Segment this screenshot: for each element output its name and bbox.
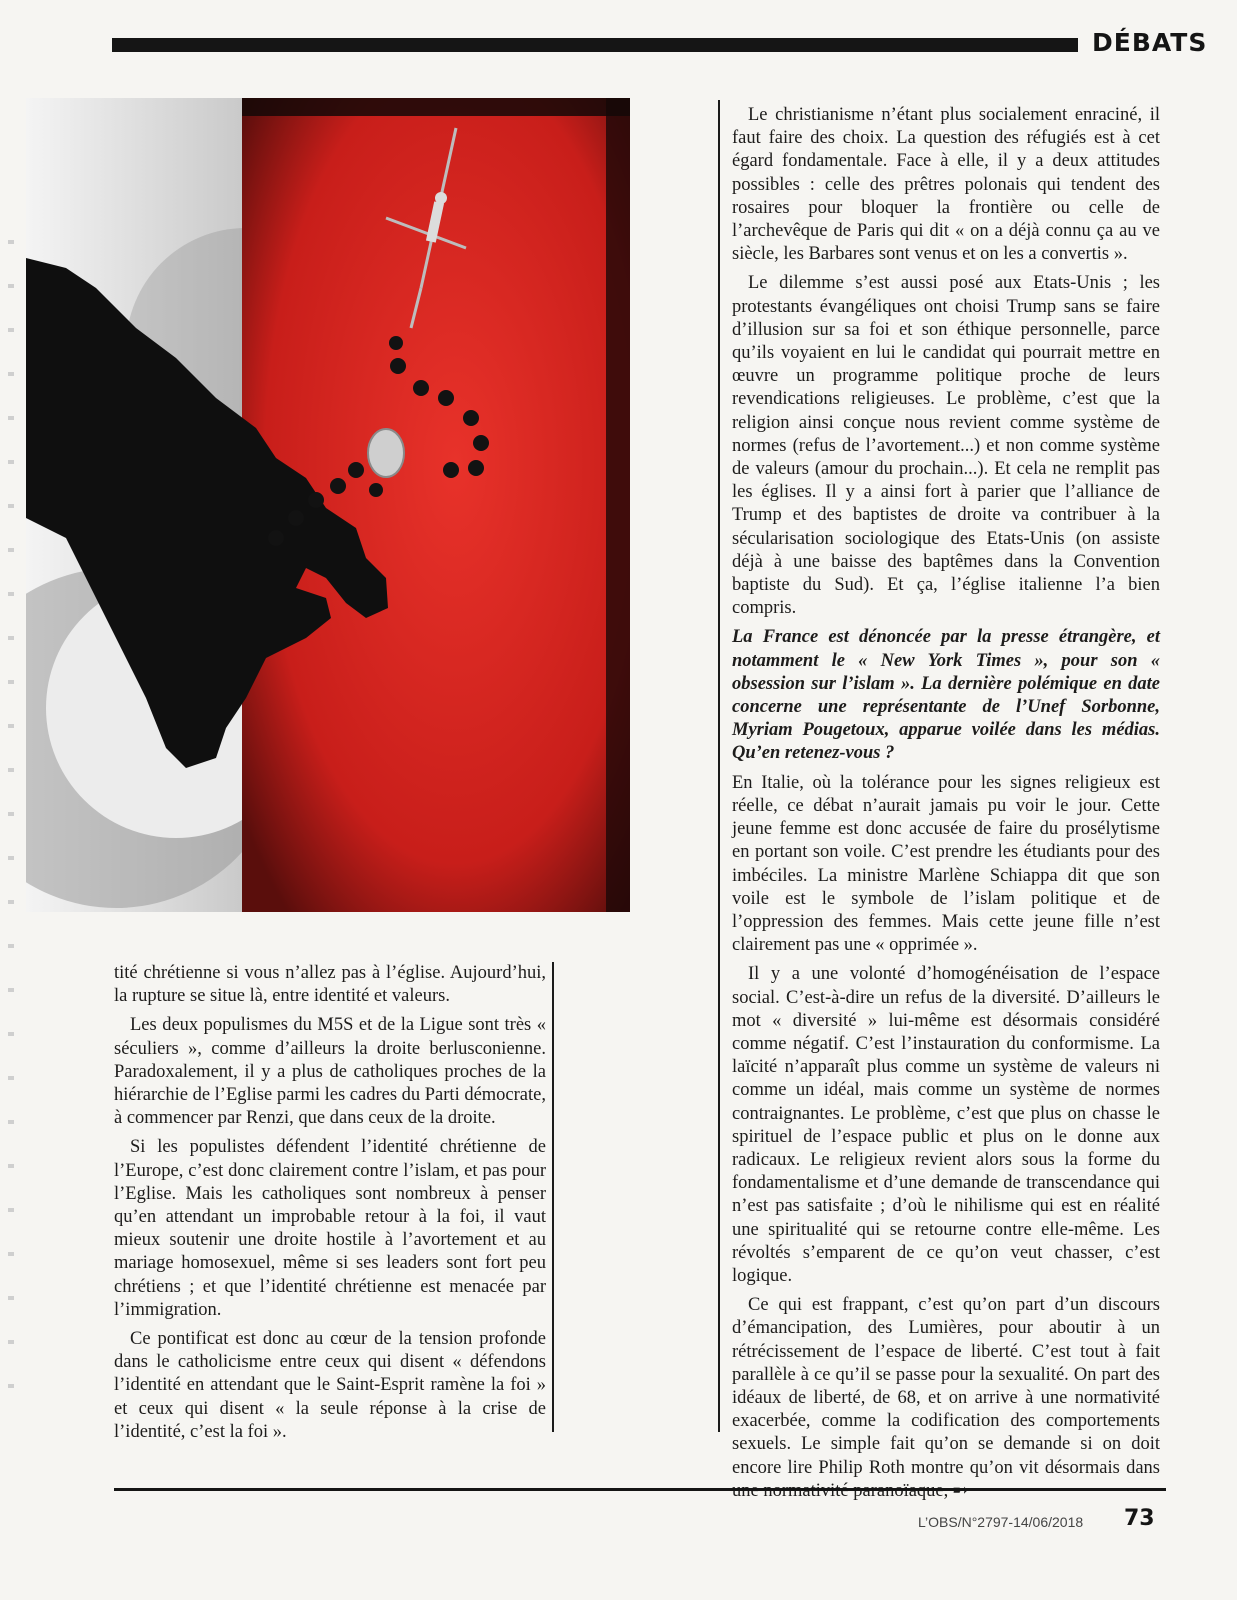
left-paragraph: Les deux populismes du M5S et de la Ligue sont très « séculiers », comme d’ailleurs la droite berlusconienne. Paradoxalement, il y a plus de catholiques proches de la hiérarchie de l’Eglise parmi les cadres du Parti démocrate, à commencer par Renzi, que dans ceux de la droite. bbox=[114, 1015, 546, 1129]
right-paragraph: Le christianisme n’étant plus socialement enraciné, il faut faire des choix. La question des réfugiés est à cet égard fondamentale. Face à elle, il y a deux attitudes possibles : celle des prêtres polonais qui tendent des rosaires pour bloquer la frontière ou celle de l’archevêque de Paris qui dit « on a déjà connu ça au ve siècle, les Barbares sont venus et on les a convertis ». bbox=[732, 105, 1160, 265]
right-text-column bbox=[732, 104, 1160, 1503]
left-text-column bbox=[114, 962, 546, 1444]
right-paragraph: Le dilemme s’est aussi posé aux Etats-Unis ; les protestants évangéliques ont choisi Trump sans se faire d’illusion sur sa foi et son éthique personnelle, parce qu’ils voyaient en lui le candidat qui pourrait mettre en œuvre un programme politique proche de leurs revendications religieuses. Le problème, c’est que la religion ainsi conçue nous revient comme système de normes (refus de l’avortement...) et non comme système de valeurs (amour du prochain...). Et cela ne remplit pas les églises. Il y a ainsi fort à parier que l’alliance de Trump et des baptistes de droite va contribuer à la sécularisation sociologique des Etats-Unis (on assiste déjà à une baisse des baptêmes dans la Convention baptiste du Sud). Et ça, l’église italienne l’a bien compris. bbox=[732, 273, 1160, 619]
page-number: 73 bbox=[1124, 1506, 1155, 1531]
section-label: DÉBATS bbox=[1092, 28, 1208, 57]
right-paragraph: En Italie, où la tolérance pour les signes religieux est réelle, ce débat n’aurait jamais pu voir le jour. Cette jeune femme est donc accusée de faire du prosélytisme en portant son voile. C’est prendre les étudiants pour des imbéciles. La ministre Marlène Schiappa dit que son voile est le symbole de l’islam politique et de l’oppression des femmes. Mais cette jeune fille n’est clairement pas une « opprimée ». bbox=[732, 772, 1160, 956]
left-paragraph: tité chrétienne si vous n’allez pas à l’église. Aujourd’hui, la rupture se situe là, entre identité et valeurs. bbox=[114, 963, 546, 1007]
column-rule bbox=[718, 100, 720, 1432]
right-paragraph-text: Ce qui est frappant, c’est qu’on part d’un discours d’émancipation, des Lumières, pour aboutir à un rétrécissement de l’espace de liberté. C’est tout à fait parallèle à ce qu’il se passe pour la sexualité. On part des idéaux de liberté, de 68, et on arrive à une normativité exacerbée, comme la codification des comportements sexuels. Le simple fait qu’on se demande si on doit encore lire Philip Roth montre qu’on vit désormais dans bbox=[732, 1295, 1160, 1478]
header-rule bbox=[112, 38, 1078, 52]
right-paragraph bbox=[732, 1294, 1160, 1503]
left-paragraph: Ce pontificat est donc au cœur de la tension profonde dans le catholicisme entre ceux qui disent « défendons l’identité en attendant que le Saint-Esprit ramène la foi » et ceux qui disent « la seule réponse à la crise de l’identité, c’est la foi ». bbox=[114, 1329, 546, 1442]
issue-folio: L’OBS/N°2797-14/06/2018 bbox=[918, 1514, 1084, 1530]
footer-rule bbox=[114, 1488, 1166, 1491]
rosary-photo bbox=[26, 98, 630, 912]
scan-margin-marks bbox=[8, 200, 14, 1400]
rosary-crucifix-icon bbox=[26, 98, 630, 912]
right-paragraph: Il y a une volonté d’homogénéisation de l’espace social. C’est-à-dire un refus de la diversité. D’ailleurs le mot « diversité » lui-même est désormais considéré comme négatif. C’est l’instauration du conformisme. La laïcité n’apparaît plus comme un système de valeurs ni comme un idéal, mais comme un système de normes contraignantes. Le problème, c’est que plus on chasse le spirituel de l’espace public et plus on le donne aux radicaux. Le religieux revient alors sous la forme du fondamentalisme et d’une demande de transcendance qui n’est pas satisfaite ; d’où le nihilisme qui est en réalité une spiritualité qui se retourne contre elle-même. Les révoltés s’emparent de ce qu’on veut chasser, c’est logique. bbox=[732, 964, 1160, 1286]
column-rule bbox=[552, 962, 554, 1432]
left-paragraph: Si les populistes défendent l’identité chrétienne de l’Europe, c’est donc clairement contre l’islam, et pas pour l’Eglise. Mais les catholiques sont nombreux à penser qu’en attendant un improbable retour à la foi, il vaut mieux soutenir une droite hostile à l’avortement et au mariage homosexuel, même si ses leaders sont fort peu chrétiens ; et que l’identité chrétienne est menacée par l’immigration. bbox=[114, 1137, 546, 1320]
interview-question: La France est dénoncée par la presse étrangère, et notamment le « New York Times », pour son « obsession sur l’islam ». La dernière polémique en date concerne une représentante de l’Unef Sorbonne, Myriam Pougetoux, apparue voilée dans les médias. Qu’en retenez-vous ? bbox=[732, 627, 1160, 764]
